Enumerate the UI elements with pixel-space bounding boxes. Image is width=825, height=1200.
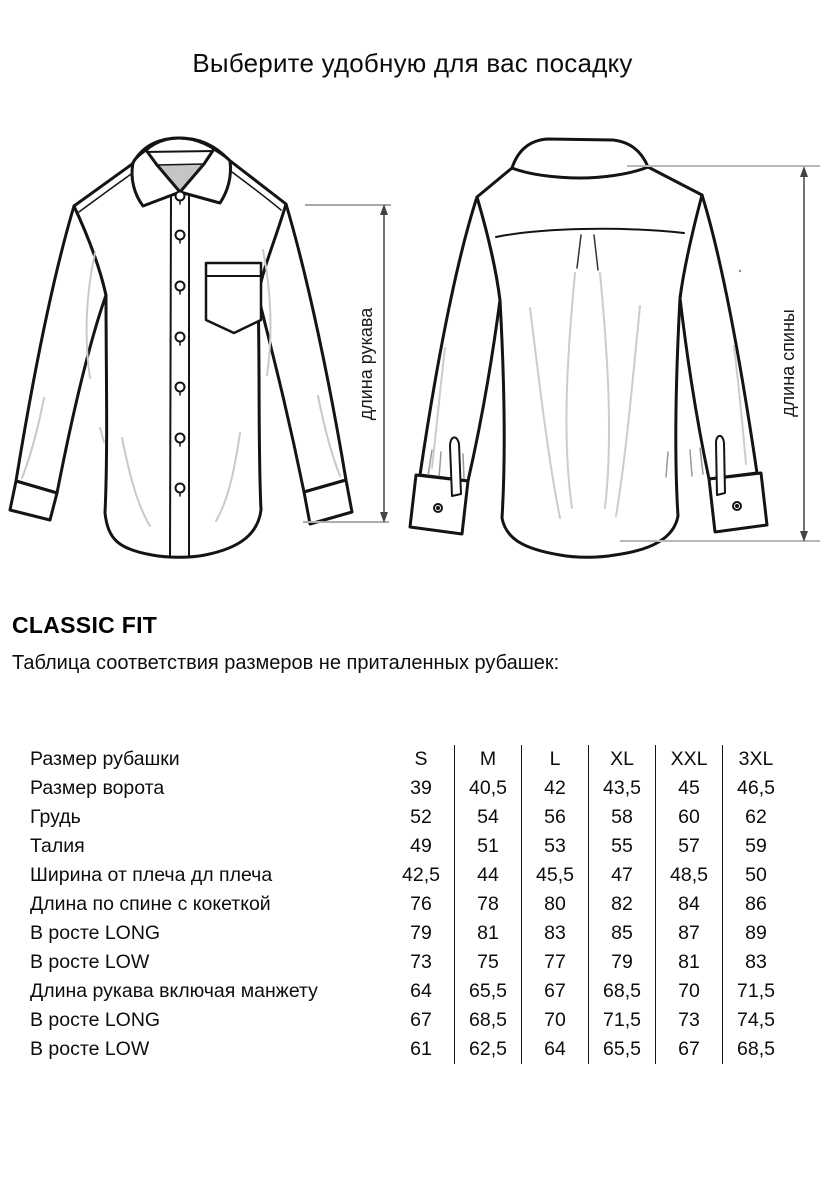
size-cell: 67 (522, 977, 589, 1006)
shirt-diagrams (0, 128, 825, 580)
size-cell: 71,5 (589, 1006, 656, 1035)
table-row (0, 861, 789, 890)
size-cell: 77 (522, 948, 589, 977)
shirt-front-drawing (10, 138, 352, 557)
size-cell: 67 (410, 1009, 432, 1031)
table-row (0, 948, 789, 977)
size-cell: XL (589, 745, 656, 774)
row-label: Талия (30, 835, 85, 857)
row-label: Размер ворота (30, 777, 165, 799)
size-cell: 86 (723, 890, 790, 919)
size-cell: 73 (656, 1006, 723, 1035)
size-cell: 52 (410, 806, 432, 828)
size-cell: XXL (656, 745, 723, 774)
size-cell: M (455, 745, 522, 774)
size-cell: 83 (522, 919, 589, 948)
chest-pocket (206, 263, 261, 333)
size-cell: 81 (455, 919, 522, 948)
shirt-back-drawing (410, 139, 767, 557)
size-cell: 42 (522, 774, 589, 803)
size-cell: 50 (723, 861, 790, 890)
size-cell: 68,5 (723, 1035, 790, 1064)
table-header-row (0, 745, 789, 774)
section-subtitle: Таблица соответствия размеров не приталенных рубашек: (12, 652, 560, 674)
size-cell: 51 (455, 832, 522, 861)
size-cell: 75 (455, 948, 522, 977)
size-cell: 43,5 (589, 774, 656, 803)
size-cell: 56 (522, 803, 589, 832)
table-row (0, 803, 789, 832)
size-cell: 68,5 (455, 1006, 522, 1035)
row-label: Грудь (30, 806, 81, 828)
size-cell: 45 (656, 774, 723, 803)
table-row (0, 890, 789, 919)
size-cell: 3XL (723, 745, 790, 774)
size-cell: 48,5 (656, 861, 723, 890)
size-cell: 39 (410, 777, 432, 799)
arrow-up-icon (800, 166, 808, 177)
size-cell: 79 (589, 948, 656, 977)
row-label: В росте LONG (30, 922, 161, 944)
size-cell: 79 (410, 922, 432, 944)
size-cell: 84 (656, 890, 723, 919)
back-collar (512, 139, 648, 178)
size-cell: 62,5 (455, 1035, 522, 1064)
size-cell: 62 (723, 803, 790, 832)
size-cell: 60 (656, 803, 723, 832)
back-right-sleeve-placket (716, 436, 725, 495)
page-title: Выберите удобную для вас посадку (192, 48, 633, 78)
size-table (0, 745, 789, 1064)
size-cell: 42,5 (402, 864, 440, 886)
section-heading: CLASSIC FIT (12, 612, 158, 638)
table-row (0, 1035, 789, 1064)
size-cell: 61 (410, 1038, 432, 1060)
size-cell: 68,5 (589, 977, 656, 1006)
row-label: В росте LOW (30, 1038, 150, 1060)
size-cell: 54 (455, 803, 522, 832)
size-cell: 49 (410, 835, 432, 857)
size-cell: 53 (522, 832, 589, 861)
row-label: Длина по спине с кокеткой (30, 893, 271, 915)
front-placket-left-line (170, 192, 171, 556)
size-cell: 70 (656, 977, 723, 1006)
speck-artifact (739, 270, 741, 272)
size-cell: L (522, 745, 589, 774)
size-cell: 46,5 (723, 774, 790, 803)
sleeve-length-label: длина рукава (356, 307, 376, 421)
size-cell: 58 (589, 803, 656, 832)
size-cell: 87 (656, 919, 723, 948)
row-label: Размер рубашки (30, 748, 180, 770)
table-row (0, 977, 789, 1006)
size-cell: 65,5 (589, 1035, 656, 1064)
size-cell: 70 (522, 1006, 589, 1035)
size-cell: 40,5 (455, 774, 522, 803)
size-cell: S (414, 748, 428, 770)
size-cell: 80 (522, 890, 589, 919)
size-cell: 47 (589, 861, 656, 890)
size-cell: 74,5 (723, 1006, 790, 1035)
size-cell: 89 (723, 919, 790, 948)
size-cell: 45,5 (522, 861, 589, 890)
row-label: В росте LONG (30, 1009, 161, 1031)
size-cell: 76 (410, 893, 432, 915)
row-label: Ширина от плеча дл плеча (30, 864, 273, 886)
table-row (0, 774, 789, 803)
size-cell: 67 (656, 1035, 723, 1064)
size-cell: 44 (455, 861, 522, 890)
row-label: В росте LOW (30, 951, 150, 973)
size-cell: 65,5 (455, 977, 522, 1006)
row-label: Длина рукава включая манжету (30, 980, 318, 1002)
size-cell: 57 (656, 832, 723, 861)
table-row (0, 919, 789, 948)
size-cell: 71,5 (723, 977, 790, 1006)
size-cell: 55 (589, 832, 656, 861)
size-table-body (0, 745, 789, 1064)
back-body (477, 167, 702, 557)
size-cell: 73 (410, 951, 432, 973)
table-row (0, 1006, 789, 1035)
size-cell: 85 (589, 919, 656, 948)
size-cell: 78 (455, 890, 522, 919)
size-cell: 83 (723, 948, 790, 977)
size-cell: 64 (410, 980, 432, 1002)
size-cell: 81 (656, 948, 723, 977)
size-cell: 59 (723, 832, 790, 861)
size-cell: 82 (589, 890, 656, 919)
table-row (0, 832, 789, 861)
back-left-sleeve-placket (450, 437, 461, 496)
size-cell: 64 (522, 1035, 589, 1064)
back-length-label: длина спины (778, 309, 798, 417)
